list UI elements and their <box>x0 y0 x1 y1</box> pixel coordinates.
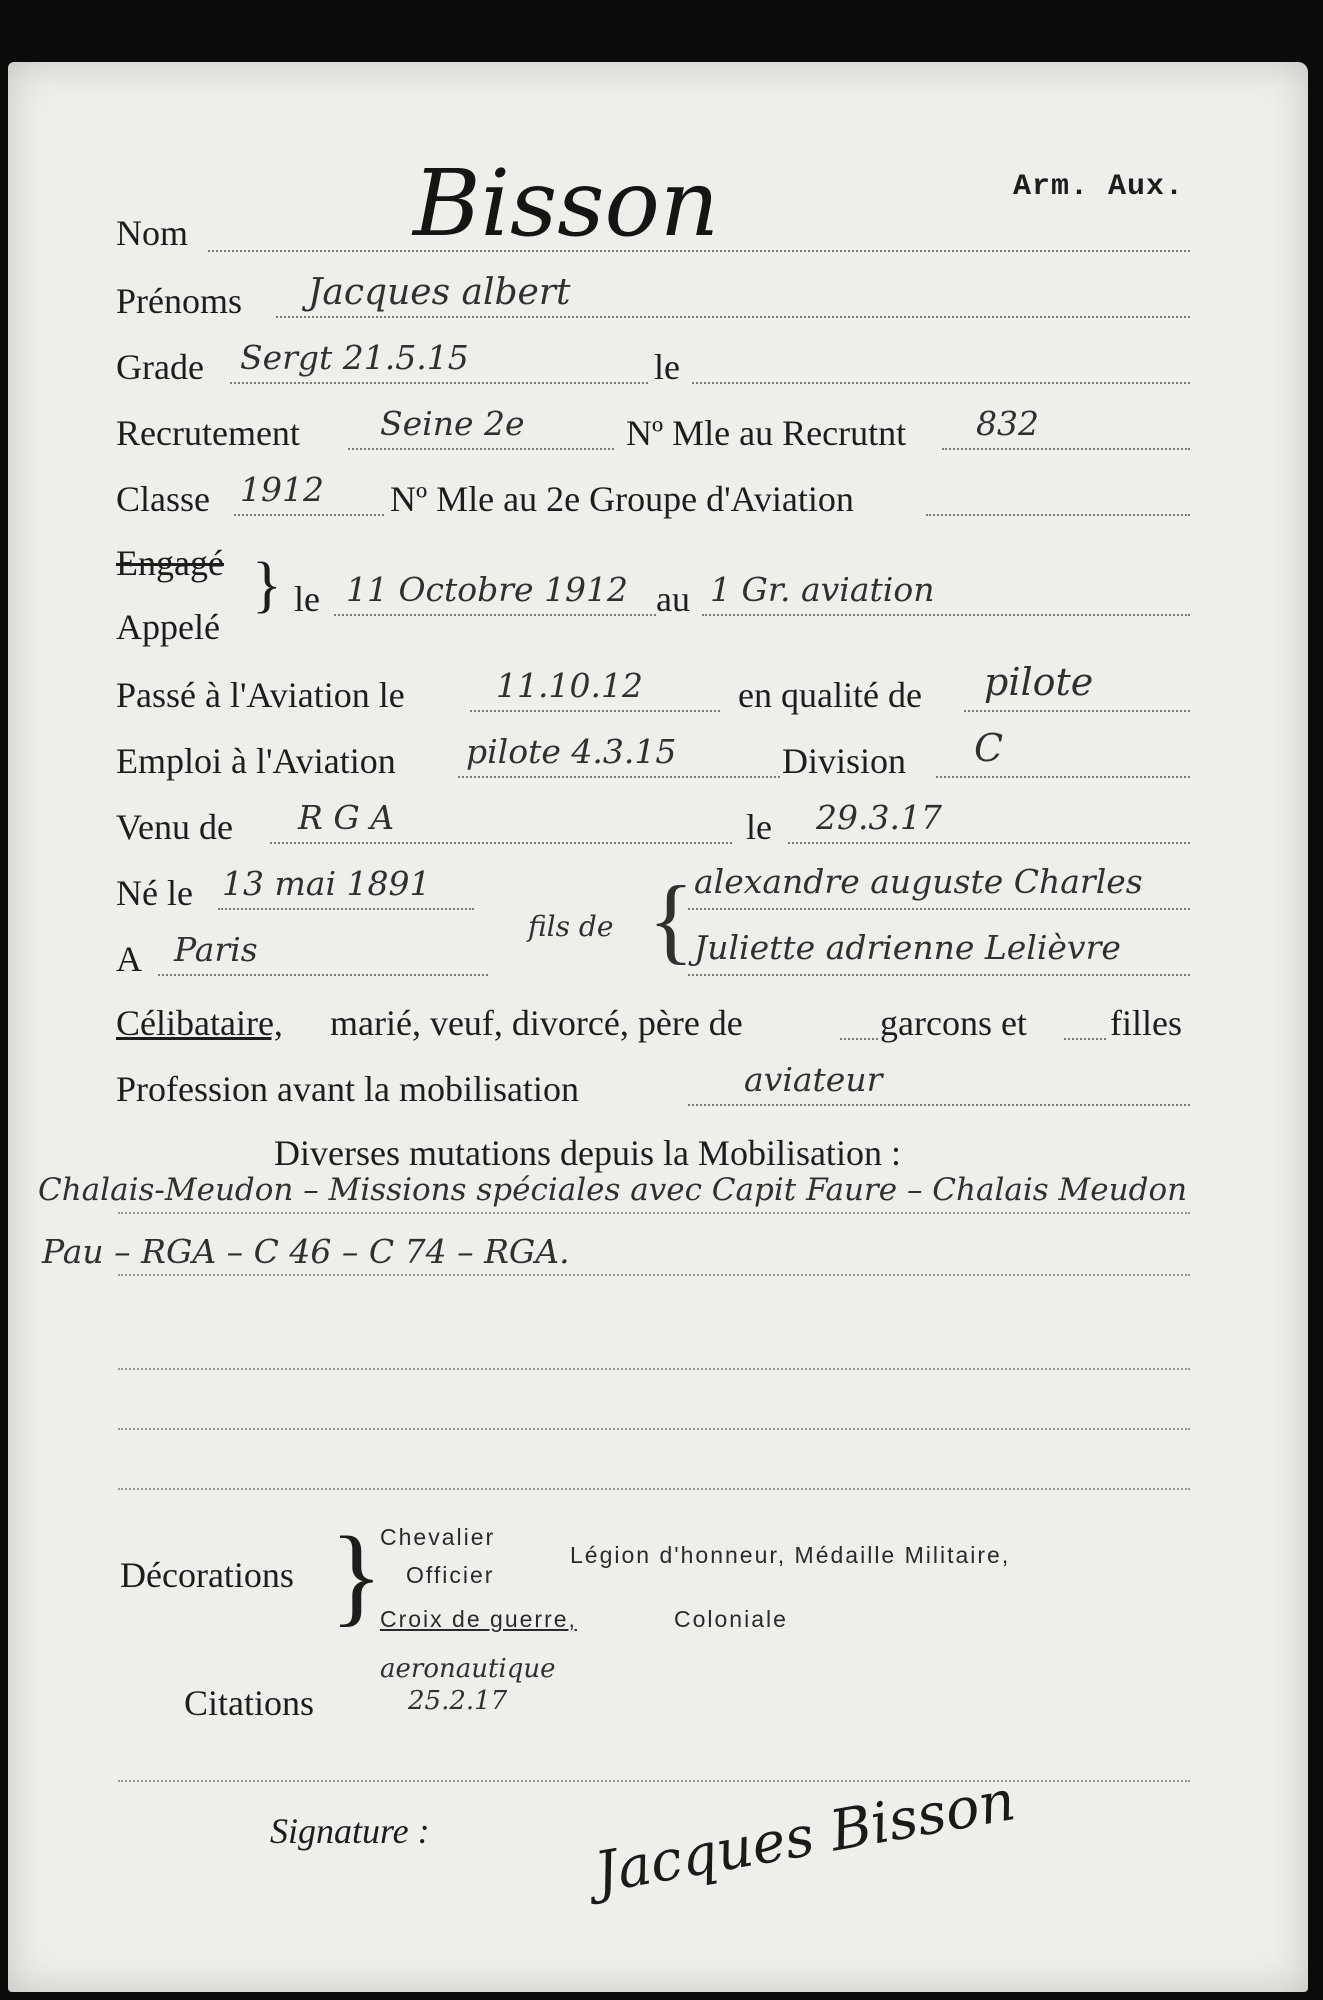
citation-date-value: 25.2.17 <box>408 1686 508 1716</box>
classe-label: Classe <box>116 479 210 519</box>
nom-value: Bisson <box>413 150 720 257</box>
profession-value: aviateur <box>744 1060 883 1099</box>
prenoms-label: Prénoms <box>116 281 242 321</box>
mutations-rule-5 <box>118 1488 1190 1490</box>
filles-label: filles <box>1110 1003 1182 1043</box>
groupe-aviation-label: Nº Mle au 2e Groupe d'Aviation <box>390 479 854 519</box>
grade-label: Grade <box>116 347 204 387</box>
parents-brace: { <box>648 866 695 973</box>
grade-value: Sergt 21.5.15 <box>240 338 469 377</box>
signature-value: Jacques Bisson <box>590 1768 1020 1907</box>
personnel-record-card <box>8 62 1308 1992</box>
venu-date-value: 29.3.17 <box>816 798 942 837</box>
celibataire-label: Célibataire, <box>116 1003 283 1043</box>
classe-value: 1912 <box>240 470 324 509</box>
signature-label: Signature : <box>270 1811 430 1851</box>
mutations-line-2: Pau – RGA – C 46 – C 74 – RGA. <box>42 1232 570 1271</box>
croix-de-guerre-label: Croix de guerre, <box>380 1606 577 1632</box>
venu-le-label: le <box>746 807 772 847</box>
officier-label: Officier <box>406 1562 495 1588</box>
decorations-label: Décorations <box>120 1555 294 1595</box>
lieu-a-label: A <box>116 939 142 979</box>
appele-label: Appelé <box>116 607 220 647</box>
lieu-naissance-value: Paris <box>174 930 258 969</box>
pere-value: alexandre auguste Charles <box>694 862 1143 901</box>
mere-value: Juliette adrienne Lelièvre <box>694 928 1121 967</box>
engagement-au-label: au <box>656 579 690 619</box>
fils-de-label: fils de <box>528 910 614 943</box>
profession-label: Profession avant la mobilisation <box>116 1069 579 1109</box>
mutations-heading: Diverses mutations depuis la Mobilisation : <box>274 1133 901 1173</box>
garcons-label: garcons et <box>880 1003 1027 1043</box>
venu-de-value: R G A <box>298 798 395 837</box>
matricule-recrutement-label: Nº Mle au Recrutnt <box>626 413 907 453</box>
matricule-recrutement-value: 832 <box>976 404 1039 443</box>
arm-aux-label: Arm. Aux. <box>1013 170 1185 204</box>
division-value: C <box>974 726 1004 770</box>
mutations-line-1: Chalais-Meudon – Missions spéciales avec Capit Faure – Chalais Meudon <box>38 1172 1188 1208</box>
engage-label: Engagé <box>116 543 224 583</box>
engagement-le-label: le <box>294 579 320 619</box>
passe-aviation-label: Passé à l'Aviation le <box>116 675 405 715</box>
passe-date-value: 11.10.12 <box>496 666 643 705</box>
coloniale-label: Coloniale <box>674 1606 788 1632</box>
prenoms-value: Jacques albert <box>308 272 571 313</box>
legion-medaille-label: Légion d'honneur, Médaille Militaire, <box>570 1542 1011 1568</box>
nom-label: Nom <box>116 213 188 253</box>
aeronautique-value: aeronautique <box>380 1654 556 1684</box>
engagement-date-value: 11 Octobre 1912 <box>346 570 629 609</box>
emploi-value: pilote 4.3.15 <box>466 732 677 771</box>
engagement-unit-value: 1 Gr. aviation <box>710 570 935 609</box>
etat-civil-label: marié, veuf, divorcé, père de <box>330 1003 743 1043</box>
qualite-label: en qualité de <box>738 675 922 715</box>
citations-label: Citations <box>184 1683 315 1723</box>
mutations-rule-4 <box>118 1428 1190 1430</box>
chevalier-label: Chevalier <box>380 1524 496 1550</box>
mutations-rule-3 <box>118 1368 1190 1370</box>
recrutement-label: Recrutement <box>116 413 300 453</box>
recrutement-value: Seine 2e <box>380 404 525 443</box>
venu-de-label: Venu de <box>116 807 233 847</box>
decorations-brace: } <box>330 1514 383 1636</box>
grade-le-label: le <box>654 347 680 387</box>
emploi-aviation-label: Emploi à l'Aviation <box>116 741 396 781</box>
engagement-brace: } <box>252 551 282 619</box>
qualite-value: pilote <box>984 660 1094 704</box>
ne-le-label: Né le <box>116 873 193 913</box>
naissance-date-value: 13 mai 1891 <box>222 864 431 903</box>
division-label: Division <box>782 741 907 781</box>
